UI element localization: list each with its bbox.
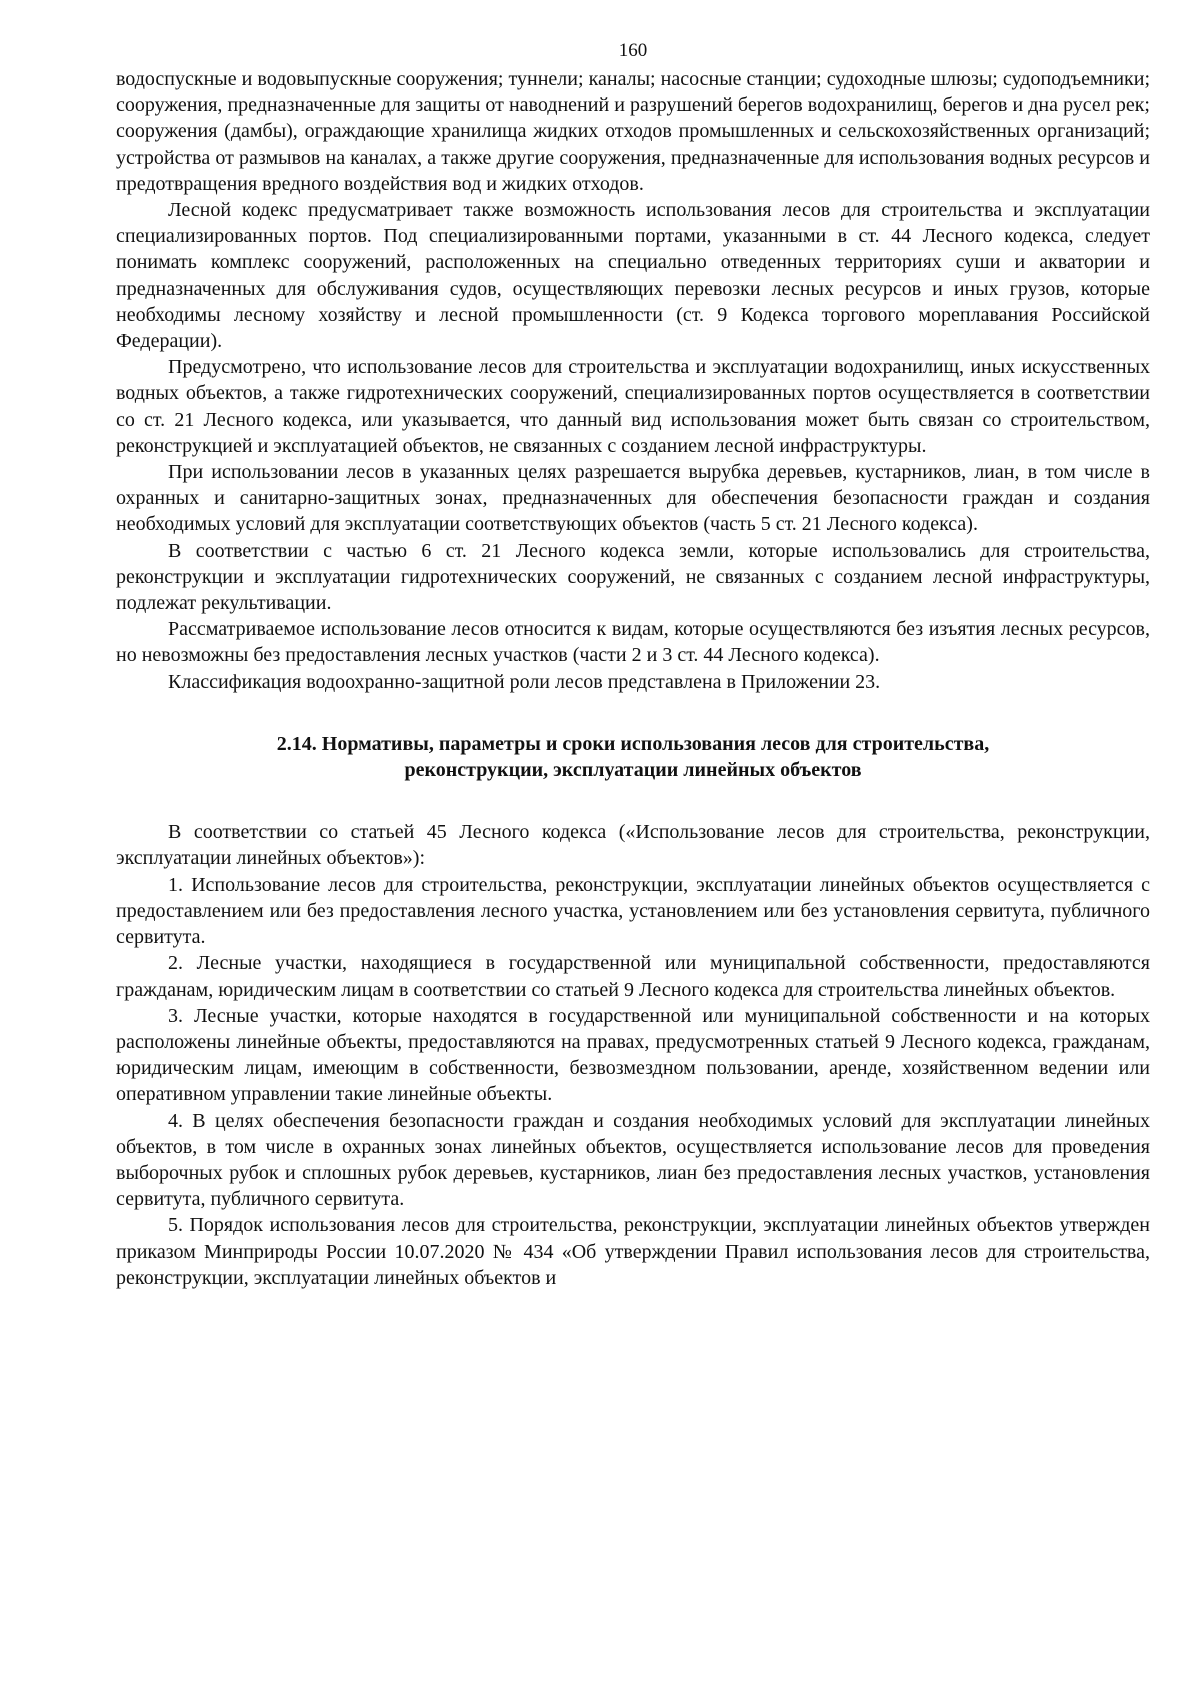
paragraph-tree-felling: При использовании лесов в указанных целях разрешается вырубка деревьев, кустарников, лиан, в том числе в охранных и санитарно-защитных зонах, предназначенных для обеспечения безопасности граждан и создания необходимых условий для эксплуатации соответствующих объектов (часть 5 ст. 21 Лесного кодекса). <box>116 461 1150 536</box>
paragraph-classification: Классификация водоохранно-защитной роли лесов представлена в Приложении 23. <box>168 670 881 693</box>
paragraph-article-21: Предусмотрено, что использование лесов для строительства и эксплуатации водохранилищ, иных искусственных водных объектов, а также гидротехнических сооружений, специализированных портов осуществляется в соответствии со ст. 21 Лесного кодекса, или указывается, что данный вид использования может быть связан со строительством, реконструкцией и эксплуатацией объектов, не связанных с созданием лесной инфраструктуры. <box>116 356 1150 457</box>
paragraph-article-45-intro: В соответствии со статьей 45 Лесного кодекса («Использование лесов для строительства, реконструкции, эксплуатации линейных объектов»): <box>116 821 1150 870</box>
paragraph-item-1: 1. Использование лесов для строительства, реконструкции, эксплуатации линейных объектов осуществляется с предоставлением или без предоставления лесного участка, установлением или без установления сервитута, публичного сервитута. <box>116 873 1150 949</box>
paragraph-item-3: 3. Лесные участки, которые находятся в государственной или муниципальной собственности и на которых расположены линейные объекты, предоставляются на правах, предусмотренных статьей 9 Лесного кодекса, гражданам, юридическим лицам, имеющим в собственности, безвозмездном пользовании, аренде, хозяйственном ведении или оперативном управлении такие линейные объекты. <box>116 1004 1150 1106</box>
paragraph-item-4: 4. В целях обеспечения безопасности граждан и создания необходимых условий для эксплуатации линейных объектов, в том числе в охранных зонах линейных объектов, осуществляется использование лесов для проведения выборочных рубок и сплошных рубок деревьев, кустарников, лиан без предоставления лесных участков, установления сервитута, публичного сервитута. <box>116 1109 1150 1211</box>
paragraph-item-2: 2. Лесные участки, находящиеся в государственной или муниципальной собственности, предоставляются гражданам, юридическим лицам в соответствии со статьей 9 Лесного кодекса для строительства линейных объектов. <box>116 952 1150 1001</box>
paragraph-continuation: водоспускные и водовыпускные сооружения; туннели; каналы; насосные станции; судоходные шлюзы; судоподъемники; сооружения, предназначенные для защиты от наводнений и разрушений берегов водохранилищ, берегов и дна русел рек; сооружения (дамбы), ограждающие хранилища жидких отходов промышленных и сельскохозяйственных организаций; устройства от размывов на каналах, а также другие сооружения, предназначенные для использования водных ресурсов и предотвращения вредного воздействия вод и жидких отходов. <box>116 68 1150 195</box>
page-number: 160 <box>618 40 648 61</box>
section-heading-line-2: реконструкции, эксплуатации линейных объектов <box>404 759 862 782</box>
paragraph-item-5: 5. Порядок использования лесов для строительства, реконструкции, эксплуатации линейных объектов утвержден приказом Минприроды России 10.07.2020 № 434 «Об утверждении Правил использования лесов для строительства, реконструкции, эксплуатации линейных объектов и <box>116 1214 1150 1289</box>
section-heading <box>116 731 1150 783</box>
document-page <box>116 38 1150 1291</box>
section-heading-line-1: 2.14. Нормативы, параметры и сроки использования лесов для строительства, <box>276 732 990 755</box>
paragraph-recultivation: В соответствии с частью 6 ст. 21 Лесного кодекса земли, которые использовались для строительства, реконструкции и эксплуатации гидротехнических сооружений, не связанных с созданием лесной инфраструктуры, подлежат рекультивации. <box>116 539 1150 615</box>
paragraph-usage-type: Рассматриваемое использование лесов относится к видам, которые осуществляются без изъятия лесных ресурсов, но невозможны без предоставления лесных участков (части 2 и 3 ст. 44 Лесного кодекса). <box>116 618 1150 667</box>
paragraph-specialized-ports: Лесной кодекс предусматривает также возможность использования лесов для строительства и эксплуатации специализированных портов. Под специализированными портами, указанными в ст. 44 Лесного кодекса, следует понимать комплекс сооружений, расположенных на специально отведенных территориях суши и акватории и предназначенных для обслуживания судов, осуществляющих перевозки лесных ресурсов и иных грузов, которые необходимы лесному хозяйству и лесной промышленности (ст. 9 Кодекса торгового мореплавания Российской Федерации). <box>116 199 1150 353</box>
